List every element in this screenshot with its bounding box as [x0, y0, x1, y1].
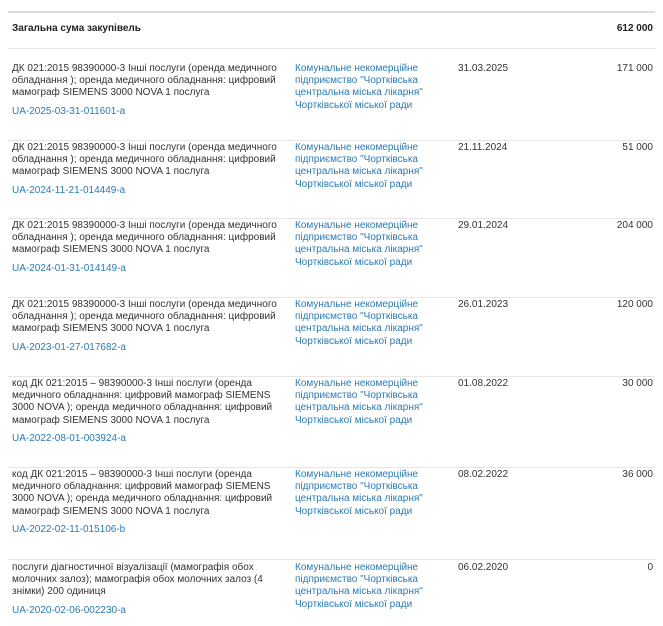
procurement-amount: 204 000 [616, 220, 653, 231]
organization-link[interactable]: Комунальне некомерційне підприємство "Чортківська центральна міська лікарня" Чортківської міської ради [295, 469, 423, 517]
organization-link[interactable]: Комунальне некомерційне підприємство "Чортківська центральна міська лікарня" Чортківської міської ради [295, 562, 423, 610]
procurement-code-link[interactable]: UA-2022-02-11-015106-b [12, 523, 126, 535]
description-text: код ДК 021:2015 – 98390000-3 Інші послуги (оренда медичного обладнання: цифровий мамограф SIEMENS 3000 NOVA ); оренда медичного обладнання: цифровий мамограф SIEMENS 3000 NOVA 1 послуга [12, 378, 273, 426]
procurement-row [8, 378, 655, 468]
procurement-date: 01.08.2022 [458, 378, 509, 389]
total-label: Загальна сума закупівель [12, 23, 141, 34]
procurement-description [12, 378, 280, 445]
procurement-code-link[interactable]: UA-2024-11-21-014449-a [12, 184, 126, 196]
procurement-description [12, 562, 280, 617]
procurement-amount: 36 000 [622, 469, 653, 480]
description-text: ДК 021:2015 98390000-3 Інші послуги (оренда медичного обладнання ); оренда медичного обладнання: цифровий мамограф SIEMENS 3000 NOVA 1 послуга [12, 220, 277, 256]
procurement-code-link[interactable]: UA-2024-01-31-014149-a [12, 262, 126, 274]
procurement-row [8, 562, 655, 624]
procurement-amount: 51 000 [622, 142, 653, 153]
procurement-amount: 30 000 [622, 378, 653, 389]
procurement-row [8, 299, 655, 377]
procurement-date: 21.11.2024 [458, 142, 508, 153]
description-text: ДК 021:2015 98390000-3 Інші послуги (оренда медичного обладнання ); оренда медичного обладнання: цифровий мамограф SIEMENS 3000 NOVA 1 послуга [12, 63, 277, 99]
procurement-date: 31.03.2025 [458, 63, 509, 74]
procurement-date: 26.01.2023 [458, 299, 509, 310]
procurement-code-link[interactable]: UA-2020-02-06-002230-a [12, 604, 126, 616]
total-row [8, 13, 655, 49]
procurement-description [12, 220, 280, 275]
procurement-row [8, 469, 655, 560]
organization-link[interactable]: Комунальне некомерційне підприємство "Чортківська центральна міська лікарня" Чортківської міської ради [295, 299, 423, 347]
procurement-amount: 120 000 [616, 299, 653, 310]
description-text: послуги діагностичної візуалізації (мамографія обох молочних залоз); мамографія обох молочних залоз (4 знімки) 200 одиниця [12, 562, 263, 598]
organization-link[interactable]: Комунальне некомерційне підприємство "Чортківська центральна міська лікарня" Чортківської міської ради [295, 220, 423, 268]
procurement-row [8, 220, 655, 298]
procurement-date: 06.02.2020 [458, 562, 509, 573]
total-value: 612 000 [616, 23, 653, 34]
procurement-amount: 0 [647, 562, 653, 573]
procurement-date: 08.02.2022 [458, 469, 509, 480]
description-text: ДК 021:2015 98390000-3 Інші послуги (оренда медичного обладнання ); оренда медичного обладнання: цифровий мамограф SIEMENS 3000 NOVA 1 послуга [12, 142, 277, 178]
procurement-description [12, 142, 280, 197]
procurement-description [12, 469, 280, 536]
organization-link[interactable]: Комунальне некомерційне підприємство "Чортківська центральна міська лікарня" Чортківської міської ради [295, 378, 423, 426]
procurement-row [8, 63, 655, 141]
procurement-description [12, 63, 280, 118]
procurement-amount: 171 000 [616, 63, 653, 74]
procurement-code-link[interactable]: UA-2025-03-31-011601-a [12, 105, 126, 117]
description-text: код ДК 021:2015 – 98390000-3 Інші послуги (оренда медичного обладнання: цифровий мамограф SIEMENS 3000 NOVA ); оренда медичного обладнання: цифровий мамограф SIEMENS 3000 NOVA 1 послуга [12, 469, 273, 517]
procurement-date: 29.01.2024 [458, 220, 509, 231]
procurement-code-link[interactable]: UA-2022-08-01-003924-a [12, 432, 126, 444]
description-text: ДК 021:2015 98390000-3 Інші послуги (оренда медичного обладнання ); оренда медичного обладнання: цифровий мамограф SIEMENS 3000 NOVA 1 послуга [12, 299, 277, 335]
procurement-row [8, 142, 655, 219]
procurement-description [12, 299, 280, 354]
organization-link[interactable]: Комунальне некомерційне підприємство "Чортківська центральна міська лікарня" Чортківської міської ради [295, 63, 423, 111]
organization-link[interactable]: Комунальне некомерційне підприємство "Чортківська центральна міська лікарня" Чортківської міської ради [295, 142, 423, 190]
procurement-code-link[interactable]: UA-2023-01-27-017682-a [12, 341, 126, 353]
